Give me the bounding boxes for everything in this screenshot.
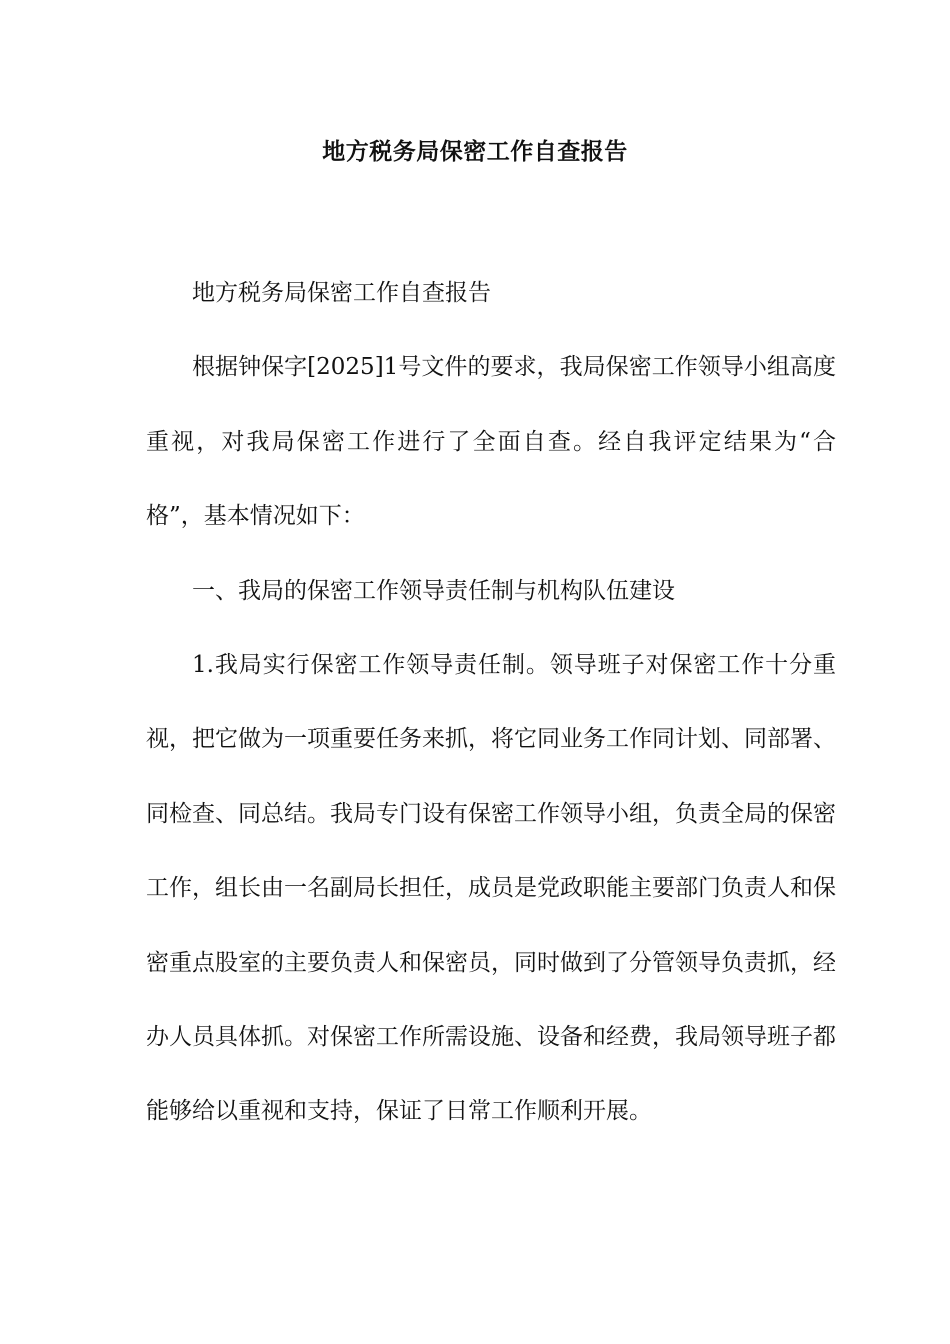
document-body (146, 256, 836, 1149)
paragraph-section-heading: 一、我局的保密工作领导责任制与机构队伍建设 (192, 577, 675, 604)
paragraph-subtitle: 地方税务局保密工作自查报告 (192, 280, 491, 306)
paragraph-intro: 根据钟保字[2025]1号文件的要求，我局保密工作领导小组高度重视，对我局保密工作进行了全面自查。经自我评定结果为“合格”，基本情况如下： (146, 354, 836, 530)
document-title: 地方税务局保密工作自查报告 (322, 139, 628, 165)
paragraph-item-1: 1.我局实行保密工作领导责任制。领导班子对保密工作十分重视，把它做为一项重要任务来抓，将它同业务工作同计划、同部署、同检查、同总结。我局专门设有保密工作领导小组，负责全局的保密工作，组长由一名副局长担任，成员是党政职能主要部门负责人和保密重点股室的主要负责人和保密员，同时做到了分管领导负责抓，经办人员具体抓。对保密工作所需设施、设备和经费，我局领导班子都能够给以重视和支持，保证了日常工作顺利开展。 (146, 652, 836, 1125)
